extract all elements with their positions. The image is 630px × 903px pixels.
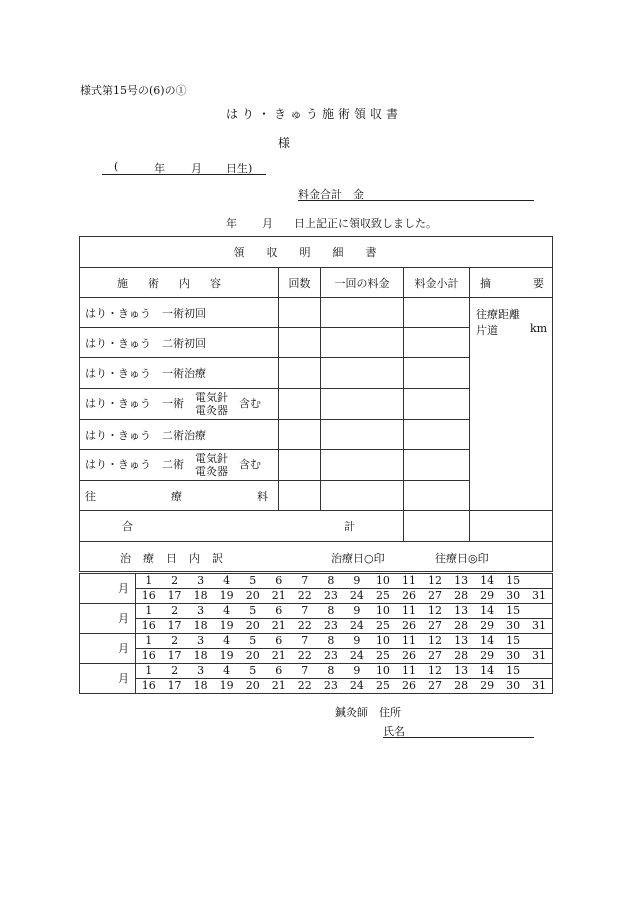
day-cell[interactable]: 20 [240, 589, 266, 604]
col-content: 施術内容 [80, 268, 279, 298]
day-cell[interactable]: 27 [422, 619, 448, 634]
day-cell[interactable]: 19 [214, 679, 240, 694]
day-cell[interactable]: 22 [292, 589, 318, 604]
calendar-header: 治療日内訳 治療日○印 往療日◎印 [80, 542, 553, 572]
day-cell[interactable]: 21 [266, 589, 292, 604]
row-5: はり・きゅう 二術治療 [80, 420, 279, 450]
day-cell[interactable]: 26 [396, 649, 422, 664]
day-cell[interactable]: 4 [214, 664, 240, 679]
day-cell[interactable]: 9 [344, 664, 370, 679]
practitioner-name-line[interactable]: 氏名 [383, 723, 534, 738]
day-cell[interactable]: 16 [136, 649, 162, 664]
day-cell[interactable]: 1 [136, 634, 162, 649]
day-cell[interactable]: 13 [448, 604, 474, 619]
day-cell[interactable]: 3 [188, 634, 214, 649]
sama-label: 様 [278, 136, 291, 150]
day-cell[interactable]: 29 [474, 649, 500, 664]
day-cell[interactable]: 5 [240, 634, 266, 649]
day-cell[interactable]: 13 [448, 634, 474, 649]
day-cell[interactable]: 5 [240, 604, 266, 619]
row-1: はり・きゅう 一術初回 [80, 298, 279, 328]
day-cell[interactable]: 8 [318, 574, 344, 589]
day-cell[interactable]: 29 [474, 679, 500, 694]
cell-fee[interactable] [321, 328, 404, 358]
day-cell[interactable]: 24 [344, 649, 370, 664]
cell-fee[interactable] [321, 298, 404, 328]
day-cell[interactable]: 11 [396, 634, 422, 649]
cell-subtotal[interactable] [404, 450, 470, 481]
day-cell[interactable]: 12 [422, 574, 448, 589]
cell-subtotal[interactable] [404, 298, 470, 328]
col-subtotal: 料金小計 [404, 268, 470, 298]
cell-fee[interactable] [321, 481, 404, 511]
day-cell[interactable]: 19 [214, 619, 240, 634]
day-cell[interactable]: 11 [396, 604, 422, 619]
day-cell[interactable]: 27 [422, 679, 448, 694]
col-unit-fee: 一回の料金 [321, 268, 404, 298]
day-cell[interactable]: 23 [318, 649, 344, 664]
day-cell[interactable]: 22 [292, 679, 318, 694]
day-cell[interactable]: 18 [188, 649, 214, 664]
day-cell[interactable]: 22 [292, 649, 318, 664]
received-line: 年 月 日上記正に領収致しました。 [226, 217, 437, 230]
cell-count[interactable] [279, 328, 321, 358]
day-cell-empty [526, 574, 552, 589]
month-cell[interactable]: 月 [80, 664, 136, 694]
day-cell[interactable]: 1 [136, 664, 162, 679]
day-cell[interactable]: 18 [188, 589, 214, 604]
cell-subtotal[interactable] [404, 389, 470, 420]
day-cell[interactable]: 18 [188, 679, 214, 694]
day-cell[interactable]: 26 [396, 589, 422, 604]
day-cell[interactable]: 31 [526, 589, 552, 604]
day-cell[interactable]: 5 [240, 664, 266, 679]
day-cell[interactable]: 31 [526, 649, 552, 664]
day-cell[interactable]: 29 [474, 619, 500, 634]
day-cell[interactable]: 12 [422, 634, 448, 649]
day-cell[interactable]: 16 [136, 679, 162, 694]
day-cell[interactable]: 13 [448, 574, 474, 589]
day-cell[interactable]: 24 [344, 589, 370, 604]
day-cell[interactable]: 23 [318, 619, 344, 634]
day-cell[interactable]: 29 [474, 589, 500, 604]
day-cell[interactable]: 16 [136, 589, 162, 604]
cell-count[interactable] [279, 298, 321, 328]
day-cell[interactable]: 10 [370, 604, 396, 619]
day-cell[interactable]: 6 [266, 634, 292, 649]
col-count: 回数 [279, 268, 321, 298]
day-cell[interactable]: 4 [214, 634, 240, 649]
day-cell[interactable]: 17 [162, 649, 188, 664]
total-row: 合 計 [80, 511, 404, 542]
calendar-table [79, 573, 553, 694]
day-cell[interactable]: 28 [448, 649, 474, 664]
day-cell-empty [526, 604, 552, 619]
day-cell[interactable]: 22 [292, 619, 318, 634]
col-remarks: 摘要 [470, 268, 553, 298]
day-cell[interactable]: 1 [136, 604, 162, 619]
cell-count[interactable] [279, 481, 321, 511]
day-cell[interactable]: 21 [266, 649, 292, 664]
month-cell[interactable]: 月 [80, 604, 136, 634]
day-cell[interactable]: 16 [136, 619, 162, 634]
day-cell[interactable]: 28 [448, 589, 474, 604]
day-cell[interactable]: 7 [292, 574, 318, 589]
day-cell[interactable]: 6 [266, 574, 292, 589]
document-title: はり・きゅう施術領収書 [226, 107, 403, 121]
day-cell[interactable]: 3 [188, 574, 214, 589]
cell-subtotal[interactable] [404, 481, 470, 511]
row-3: はり・きゅう 一術治療 [80, 358, 279, 389]
day-cell[interactable]: 10 [370, 634, 396, 649]
day-cell[interactable]: 9 [344, 574, 370, 589]
day-cell[interactable]: 14 [474, 574, 500, 589]
day-cell[interactable]: 24 [344, 679, 370, 694]
day-cell[interactable]: 14 [474, 664, 500, 679]
day-cell[interactable]: 17 [162, 619, 188, 634]
day-cell[interactable]: 31 [526, 679, 552, 694]
day-cell[interactable]: 25 [370, 619, 396, 634]
day-cell[interactable]: 24 [344, 619, 370, 634]
day-cell[interactable]: 5 [240, 574, 266, 589]
month-cell[interactable]: 月 [80, 574, 136, 604]
day-cell[interactable]: 2 [162, 604, 188, 619]
cell-count[interactable] [279, 420, 321, 450]
day-cell[interactable]: 15 [500, 574, 526, 589]
day-cell[interactable]: 10 [370, 574, 396, 589]
fee-total-line[interactable]: 料金合計 金 [298, 186, 534, 201]
day-cell[interactable]: 8 [318, 664, 344, 679]
day-cell[interactable]: 26 [396, 679, 422, 694]
day-cell[interactable]: 7 [292, 604, 318, 619]
day-cell[interactable]: 12 [422, 604, 448, 619]
day-cell[interactable]: 23 [318, 679, 344, 694]
day-cell[interactable]: 30 [500, 679, 526, 694]
day-cell[interactable]: 21 [266, 619, 292, 634]
cell-subtotal[interactable] [404, 420, 470, 450]
birth-line: ( 年 月 日生) [102, 160, 266, 175]
cell-fee[interactable] [321, 358, 404, 389]
day-cell[interactable]: 11 [396, 574, 422, 589]
day-cell[interactable]: 20 [240, 679, 266, 694]
day-cell[interactable]: 2 [162, 664, 188, 679]
row-6: はり・きゅう 二術 電気針 電灸器 含む [80, 450, 279, 481]
day-cell[interactable]: 23 [318, 589, 344, 604]
day-cell[interactable]: 17 [162, 679, 188, 694]
day-cell[interactable]: 18 [188, 619, 214, 634]
detail-header: 領収明細書 [80, 237, 553, 268]
form-number: 様式第15号の(6)の① [80, 84, 187, 97]
day-cell[interactable]: 15 [500, 604, 526, 619]
day-cell[interactable]: 14 [474, 604, 500, 619]
day-cell[interactable]: 7 [292, 664, 318, 679]
remarks-cell[interactable]: 往療距離 片道 km [470, 298, 553, 511]
day-cell[interactable]: 2 [162, 634, 188, 649]
cell-count[interactable] [279, 450, 321, 481]
day-cell[interactable]: 6 [266, 664, 292, 679]
cell-fee[interactable] [321, 420, 404, 450]
day-cell-empty [526, 664, 552, 679]
day-cell[interactable]: 9 [344, 634, 370, 649]
cell-fee[interactable] [321, 389, 404, 420]
day-cell[interactable]: 30 [500, 619, 526, 634]
day-cell[interactable]: 25 [370, 679, 396, 694]
day-cell[interactable]: 9 [344, 604, 370, 619]
day-cell[interactable]: 31 [526, 619, 552, 634]
day-cell[interactable]: 14 [474, 634, 500, 649]
day-cell[interactable]: 15 [500, 664, 526, 679]
day-cell[interactable]: 26 [396, 619, 422, 634]
day-cell[interactable]: 3 [188, 604, 214, 619]
day-cell[interactable]: 25 [370, 649, 396, 664]
day-cell[interactable]: 7 [292, 634, 318, 649]
day-cell[interactable]: 4 [214, 574, 240, 589]
day-cell[interactable]: 19 [214, 589, 240, 604]
day-cell[interactable]: 13 [448, 664, 474, 679]
cell-count[interactable] [279, 389, 321, 420]
row-2: はり・きゅう 二術初回 [80, 328, 279, 358]
cell-subtotal[interactable] [404, 358, 470, 389]
day-cell[interactable]: 27 [422, 589, 448, 604]
cell-fee[interactable] [321, 450, 404, 481]
day-cell[interactable]: 12 [422, 664, 448, 679]
month-cell[interactable]: 月 [80, 634, 136, 664]
day-cell[interactable]: 20 [240, 649, 266, 664]
day-cell[interactable]: 21 [266, 679, 292, 694]
total-amount[interactable] [404, 511, 470, 542]
day-cell[interactable]: 2 [162, 574, 188, 589]
day-cell[interactable]: 3 [188, 664, 214, 679]
cell-count[interactable] [279, 358, 321, 389]
day-cell[interactable]: 4 [214, 604, 240, 619]
day-cell[interactable]: 6 [266, 604, 292, 619]
practitioner-role: 鍼灸師 住所 [335, 706, 401, 719]
day-cell[interactable]: 1 [136, 574, 162, 589]
cell-subtotal[interactable] [404, 328, 470, 358]
day-cell[interactable]: 11 [396, 664, 422, 679]
day-cell[interactable]: 30 [500, 649, 526, 664]
day-cell[interactable]: 27 [422, 649, 448, 664]
total-remarks [470, 511, 553, 542]
day-cell-empty [526, 634, 552, 649]
row-travel: 往 療 料 [80, 481, 279, 511]
day-cell[interactable]: 25 [370, 589, 396, 604]
day-cell[interactable]: 8 [318, 634, 344, 649]
day-cell[interactable]: 20 [240, 619, 266, 634]
day-cell[interactable]: 10 [370, 664, 396, 679]
detail-table [79, 236, 586, 572]
day-cell[interactable]: 15 [500, 634, 526, 649]
day-cell[interactable]: 8 [318, 604, 344, 619]
day-cell[interactable]: 17 [162, 589, 188, 604]
day-cell[interactable]: 19 [214, 649, 240, 664]
day-cell[interactable]: 28 [448, 679, 474, 694]
day-cell[interactable]: 30 [500, 589, 526, 604]
row-4: はり・きゅう 一術 電気針 電灸器 含む [80, 389, 279, 420]
day-cell[interactable]: 28 [448, 619, 474, 634]
